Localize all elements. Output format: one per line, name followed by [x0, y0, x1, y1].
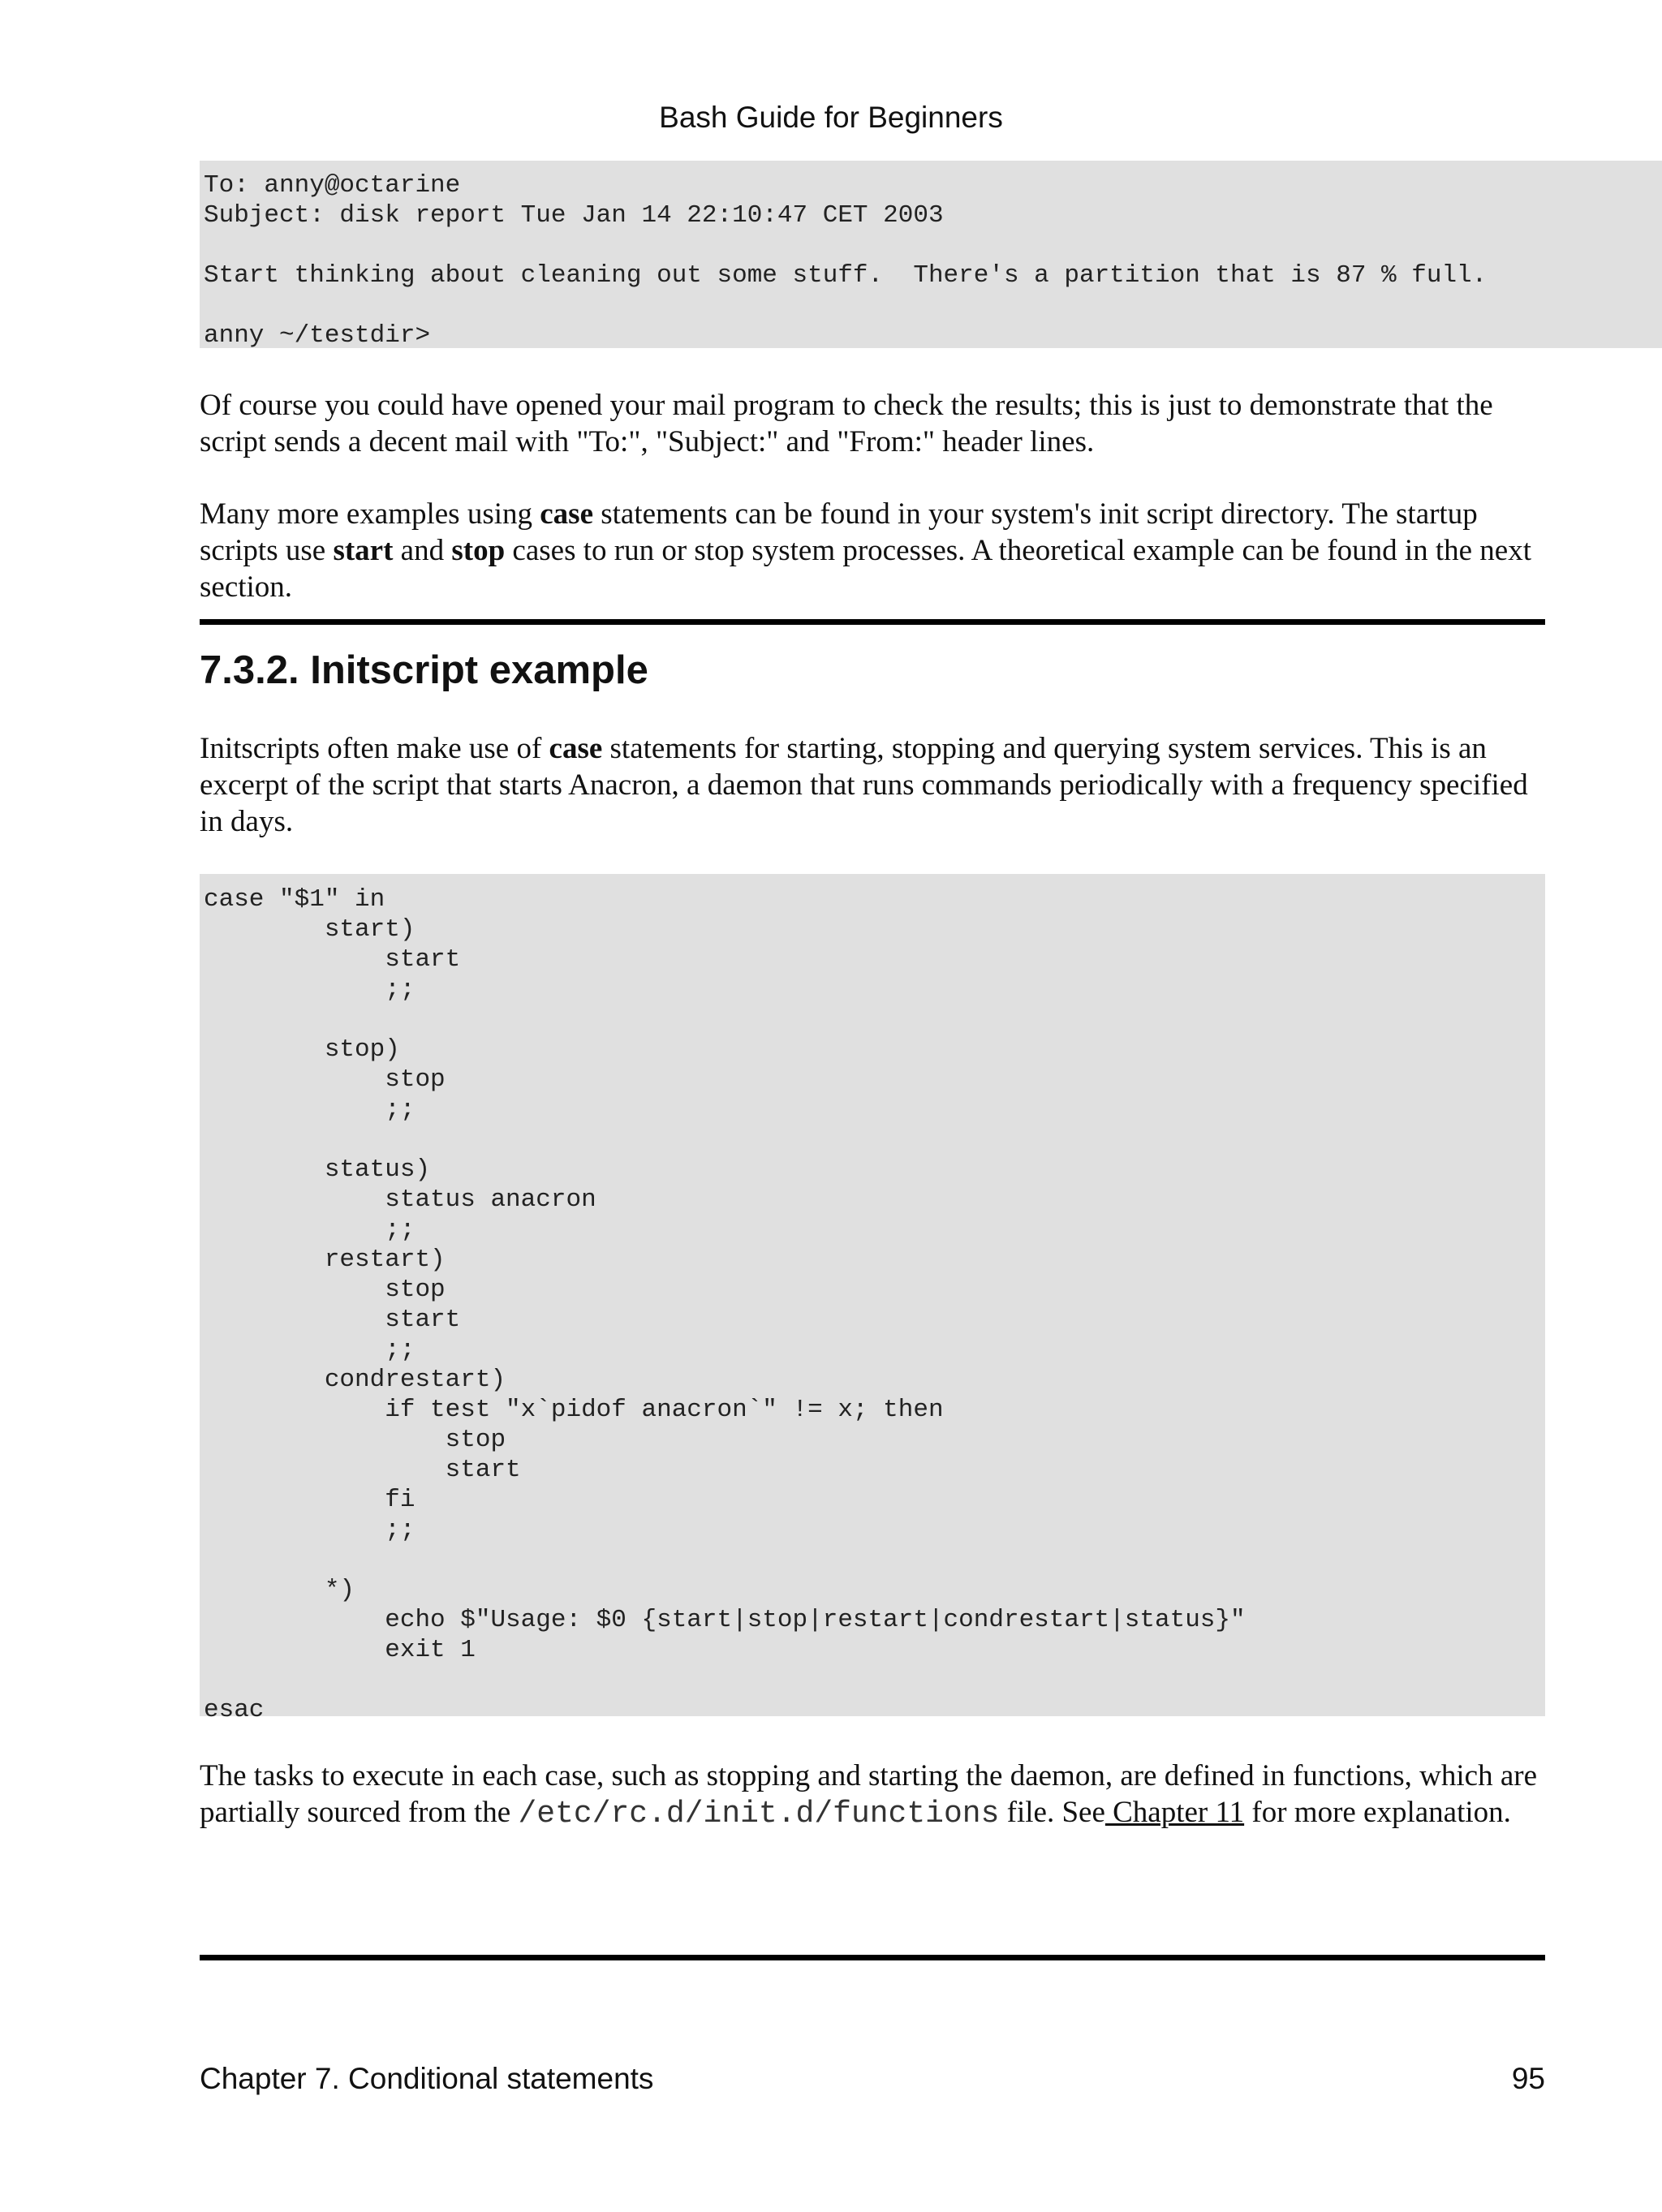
text-segment: Many more examples using	[200, 497, 540, 531]
paragraph-mail-explanation: Of course you could have opened your mail program to check the results; this is just to demonstrate that the script sends a decent mail with "To:", "Subject:" and "From:" header lines.	[200, 389, 1493, 458]
bold-keyword-start: start	[333, 534, 394, 567]
text-segment: statements for starting, stopping and querying system services. This is an excerpt of the script that starts Anacron, a daemon that runs commands periodically with a frequency specified in days.	[200, 732, 1528, 838]
mail-output-code-block: To: anny@octarine Subject: disk report Tue Jan 14 22:10:47 CET 2003 Start thinking about cleaning out some stuff. There's a partition that is 87 % full. anny ~/testdir>	[200, 161, 1662, 348]
text-segment: and	[393, 534, 452, 567]
section-divider-top	[200, 619, 1545, 625]
running-header: Bash Guide for Beginners	[659, 101, 1003, 134]
bold-keyword-stop: stop	[451, 534, 506, 567]
initscript-code-block: case "$1" in start) start ;; stop) stop ;; status) status anacron ;; restart) stop start ;; condrestart) if test "x`pidof anacron`" != x; then stop start fi ;; *) echo $"Usage: $0 {start|stop|restart|condrestart|status}" exit 1 esac	[200, 874, 1545, 1716]
text-segment: The tasks to execute in each case, such as stopping and starting the daemon, are defined in functions, which are partially sourced from the	[200, 1759, 1537, 1829]
section-heading: 7.3.2. Initscript example	[200, 648, 648, 692]
text-segment: file. See	[999, 1796, 1105, 1829]
text-segment: Initscripts often make use of	[200, 732, 549, 765]
bold-keyword-case: case	[540, 497, 593, 531]
footer-divider	[200, 1955, 1545, 1960]
inline-file-path: /etc/rc.d/init.d/functions	[518, 1797, 1000, 1831]
chapter-11-link[interactable]: Chapter 11	[1104, 1796, 1245, 1829]
text-segment: cases to run or stop system processes. A theoretical example can be found in the next section.	[200, 534, 1532, 604]
text-segment: statements can be found in your system's init script directory. The startup scripts use	[200, 497, 1478, 567]
paragraph-initscripts-intro	[200, 730, 1545, 840]
paragraph-functions-explanation	[200, 1758, 1545, 1832]
footer-chapter-title: Chapter 7. Conditional statements	[200, 2062, 654, 2095]
bold-keyword-case: case	[549, 732, 603, 765]
paragraph-case-examples	[200, 496, 1545, 605]
footer-page-number: 95	[1511, 2062, 1545, 2095]
text-segment: for more explanation.	[1244, 1796, 1511, 1829]
